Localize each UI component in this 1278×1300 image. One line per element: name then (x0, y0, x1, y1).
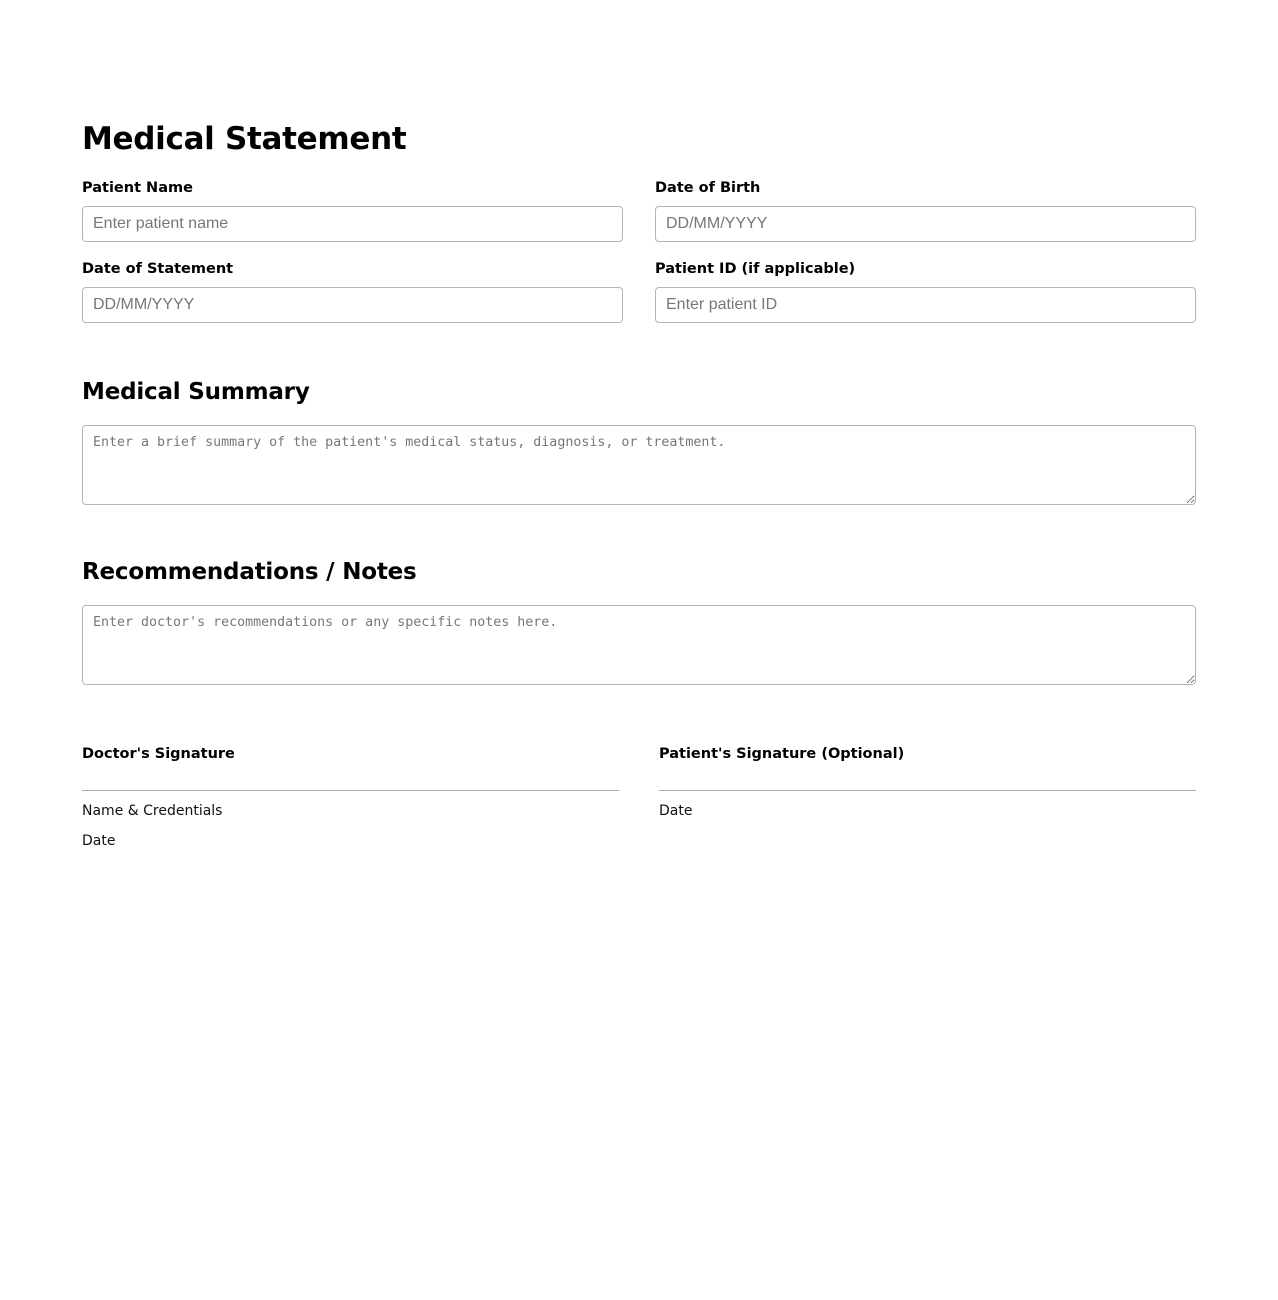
form-container (82, 118, 1196, 849)
doctor-signature-block (82, 744, 619, 851)
recommendations-section (82, 556, 1196, 685)
date-of-birth-field (655, 178, 1196, 242)
page-title: Medical Statement (82, 121, 407, 157)
doctor-name-credentials-caption: Name & Credentials (82, 803, 223, 819)
date-of-birth-input[interactable] (655, 206, 1196, 242)
doctor-signature-line (82, 790, 619, 791)
recommendations-heading: Recommendations / Notes (82, 559, 417, 585)
doctor-date-caption: Date (82, 833, 116, 849)
patient-signature-line (659, 790, 1196, 791)
patient-date-caption: Date (659, 803, 693, 819)
patient-name-input[interactable] (82, 206, 623, 242)
date-of-statement-label: Date of Statement (82, 261, 234, 277)
date-of-statement-input[interactable] (82, 287, 623, 323)
doctor-signature-heading: Doctor's Signature (82, 746, 235, 762)
signatures-section (82, 744, 1196, 851)
patient-name-label: Patient Name (82, 180, 193, 196)
medical-summary-textarea[interactable] (82, 425, 1196, 505)
patient-signature-block (659, 744, 1196, 851)
patient-id-input[interactable] (655, 287, 1196, 323)
patient-id-label: Patient ID (if applicable) (655, 261, 856, 277)
date-of-statement-field (82, 259, 623, 323)
medical-summary-section (82, 376, 1196, 505)
patient-signature-heading: Patient's Signature (Optional) (659, 746, 905, 762)
patient-id-field (655, 259, 1196, 323)
patient-info-grid (82, 178, 1196, 323)
patient-name-field (82, 178, 623, 242)
date-of-birth-label: Date of Birth (655, 180, 761, 196)
medical-summary-heading: Medical Summary (82, 379, 310, 405)
recommendations-textarea[interactable] (82, 605, 1196, 685)
